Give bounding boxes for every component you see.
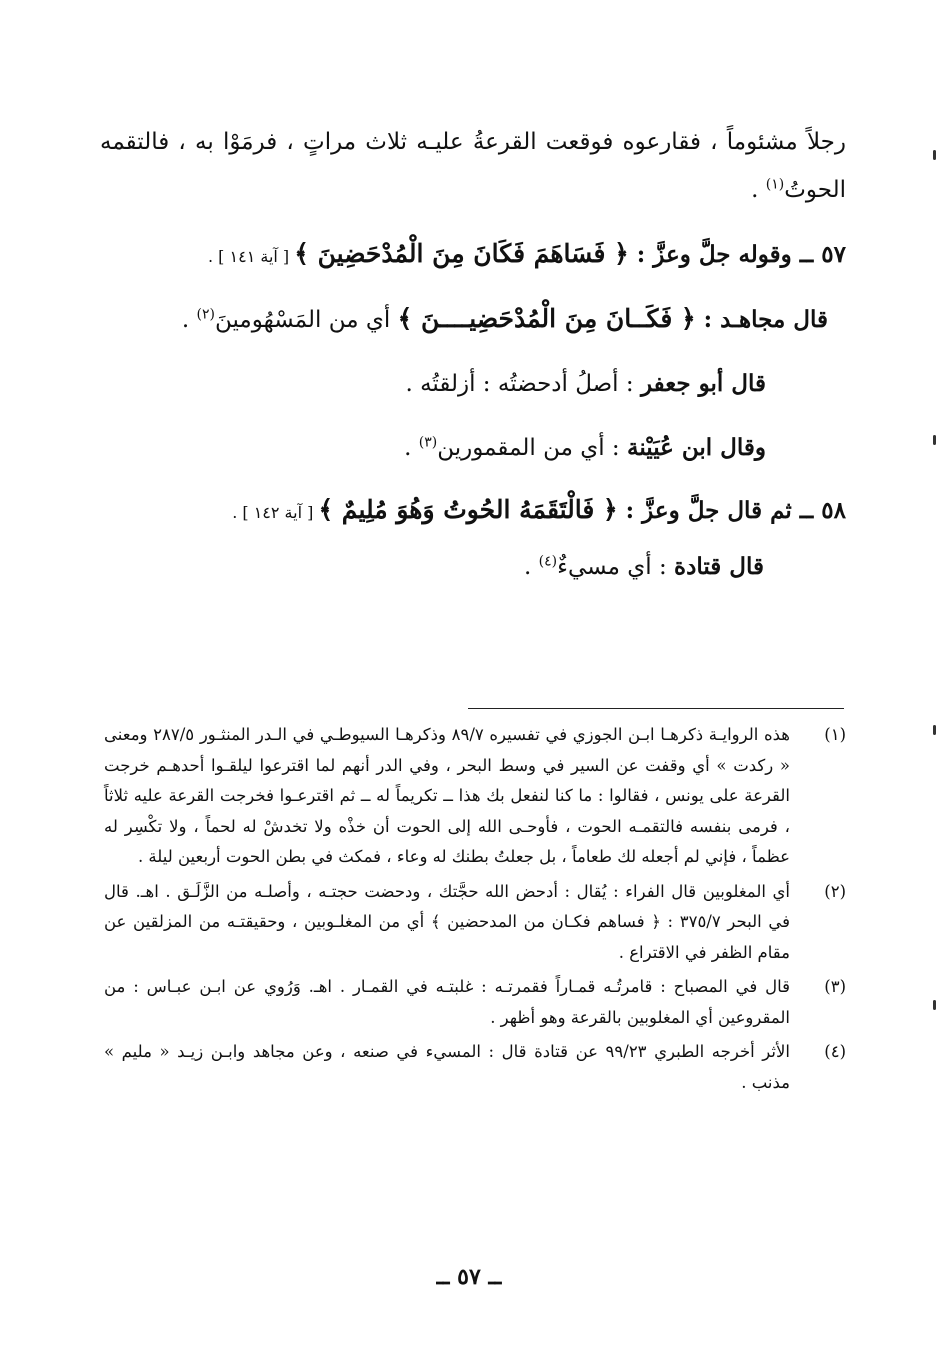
verse-58-paragraph: [100, 486, 846, 537]
footnotes: [104, 720, 846, 1102]
abujafar-lead: قال أبو جعفر: [640, 370, 766, 397]
footnote-4: [104, 1037, 846, 1098]
scan-margin-mark: [933, 725, 936, 735]
footnote-2: [104, 877, 846, 969]
footnote-ref-3: (٣): [418, 434, 438, 451]
verse-number-57: ٥٧ ــ: [799, 241, 846, 268]
verse-57-quran: ﴿ فَسَاهَمَ فَكَانَ مِنَ الْمُدْحَضِينَ ﴾: [294, 239, 629, 268]
uyayna-paragraph: [100, 424, 846, 472]
qatada-lead: قال قتادة: [674, 553, 764, 580]
uyayna-text: : أي من المقمورين: [437, 435, 627, 461]
footnote-number: (٤): [824, 1042, 846, 1061]
footnote-number: (٣): [824, 977, 846, 996]
page-number: ــ ٥٧ ــ: [436, 1264, 502, 1290]
scan-margin-mark: [933, 435, 936, 445]
mujahid-text: أي من المَسْهُومينَ: [214, 307, 398, 333]
verse-58-intro: ثم قال جلَّ وعزَّ :: [617, 497, 800, 524]
main-text: [100, 118, 846, 591]
verse-57-aya-ref: [ آية ١٤١ ] .: [208, 247, 295, 266]
mujahid-end: .: [181, 307, 197, 333]
footnote-text: أي المغلوبين قال الفراء : يُقال : أدحض الله حجَّتك ، ودحضت حجتـه ، وأصلـه من الزَّلَـق . اهـ. قال في البحر ٣٧٥/٧ : ﴿ فساهم فكـان من المدحضين ﴾ أي من المغلـوبين ، وحقيقتـه من المزلقين عن مقام الظفر في الاقتراع .: [104, 881, 790, 962]
qatada-paragraph: [100, 543, 846, 591]
qatada-text: : أي مسيءٌ: [557, 554, 675, 580]
verse-58-aya-ref: [ آية ١٤٢ ] .: [232, 503, 319, 522]
verse-57-intro: وقوله جلَّ وعزَّ :: [628, 241, 800, 268]
verse-number-58: ٥٨ ــ: [799, 497, 846, 524]
qatada-end: .: [524, 554, 539, 580]
footnote-text: هذه الروايـة ذكرهـا ابـن الجوزي في تفسيره ٨٩/٧ وذكرهـا السيوطـي في الـدر المنثـور ٢٨٧/٥ ومعنى « ركدت » أي وقفت عن السير في وسط البحر ، وفي الدر أنهم لما اقترعوا ليلقـوا أحدهـم خرجت القرعة على يونس ، فقالوا : ما كنا لنفعل بك هذا ــ تكريماً له ــ ثم اقترعـوا فخرجت القرعة عليه ثلاثاً ، فرمى بنفسه فالتقمـه الحوت ، فأوحـى الله إلى الحوت أن خذْه ولا تخدشْ له لحماً ، ولا تكْسِر له عظماً ، فإني لم أجعله لك طعاماً ، بل جعلتُ بطنك له وعاء ، فمكث في بطن الحوت أربعين ليلة .: [104, 725, 790, 866]
footnote-separator: [468, 708, 844, 709]
footnote-1: [104, 720, 846, 873]
story-end: .: [751, 177, 766, 203]
mujahid-lead: قال مجاهـد :: [695, 306, 828, 333]
scan-margin-mark: [933, 1000, 936, 1010]
verse-58-quran: ﴿ فَالْتَقَمَهُ الحُوتُ وَهُوَ مُلِيمٌ ﴾: [318, 495, 618, 524]
footnote-number: (١): [824, 725, 846, 744]
uyayna-end: .: [404, 435, 419, 461]
footnote-number: (٢): [824, 881, 846, 901]
mujahid-paragraph: [100, 295, 846, 344]
footnote-text: قال في المصباح : قامرتُـه قمـاراً فقمرتـه : غلبتـه في القمـار . اهـ. وَرُوي عن ابـن عبـاس : من المقروعين أي المغلوبين بالقرعة وهو أظهر .: [104, 977, 790, 1027]
uyayna-lead: وقال ابن عُيَيْنة: [626, 434, 766, 461]
footnote-3: [104, 972, 846, 1033]
footnote-text: الأثر أخرجه الطبري ٩٩/٢٣ عن قتادة قال : المسيء في صنعه ، وعن مجاهد وابـن زيـد « مليم » مذنب .: [104, 1042, 790, 1092]
footnote-ref-1: (١): [765, 176, 785, 193]
verse-57-paragraph: [100, 230, 846, 281]
footnote-ref-2: (٢): [196, 306, 215, 323]
scan-margin-mark: [933, 150, 936, 160]
paragraph-story: [100, 118, 846, 214]
footnote-ref-4: (٤): [538, 553, 558, 570]
abujafar-paragraph: [100, 360, 846, 408]
abujafar-text: : أصلُ أدحضتُه : أزلقتُه .: [405, 371, 641, 397]
story-text: رجلاً مشئوماً ، فقارعوه فوقعت القرعةُ عليـه ثلاث مراتٍ ، فرمَوْا به ، فالتقمه الحوتُ: [100, 129, 846, 203]
mujahid-quran: ﴿ فَكَــانَ مِنَ الْمُدْحَضِيــــنَ ﴾: [397, 304, 696, 333]
